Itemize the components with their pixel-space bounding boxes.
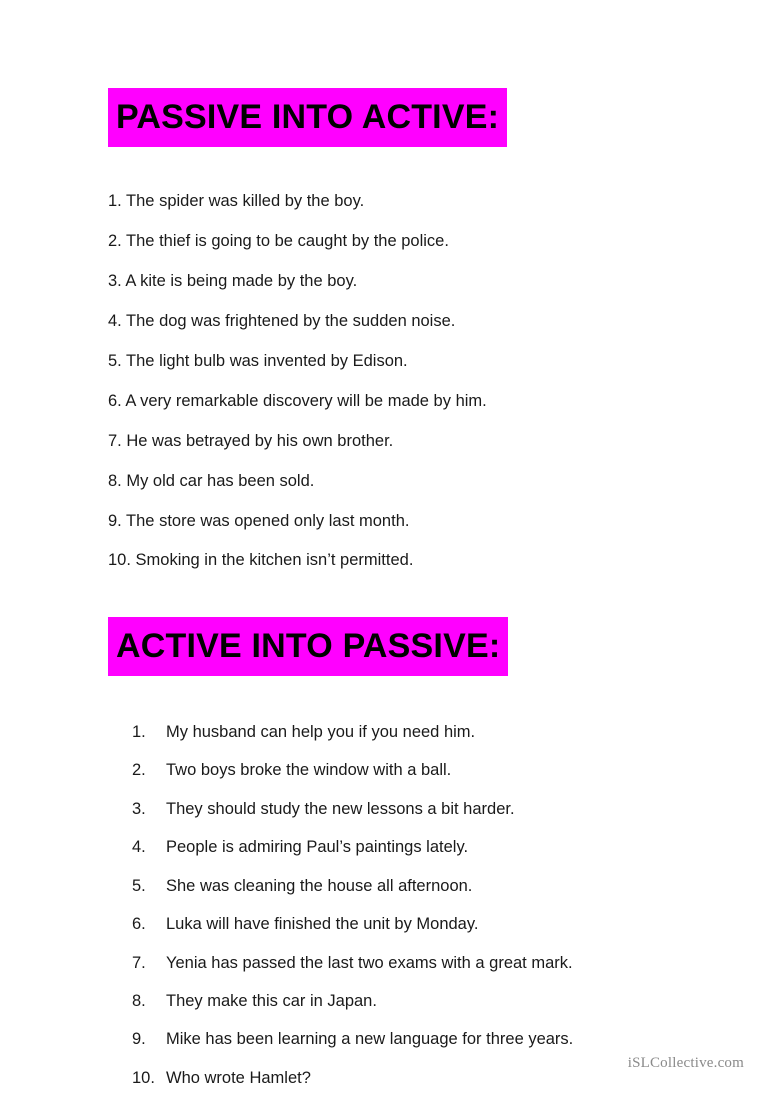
section-one-heading: PASSIVE INTO ACTIVE: — [108, 88, 507, 147]
list-item: 4. The dog was frightened by the sudden noise. — [108, 311, 456, 330]
worksheet-content — [108, 88, 678, 1106]
section-one-heading-wrap — [108, 88, 507, 147]
list-item — [132, 914, 678, 935]
list-item — [132, 991, 678, 1012]
list-item: 8. My old car has been sold. — [108, 471, 315, 490]
list-item-text: She was cleaning the house all afternoon. — [166, 876, 473, 895]
list-item — [132, 953, 678, 974]
list-item: 6. A very remarkable discovery will be made by him. — [108, 391, 487, 410]
section-two — [108, 617, 678, 1089]
section-two-heading: ACTIVE INTO PASSIVE: — [108, 617, 508, 676]
list-item-number: 7. — [132, 953, 146, 972]
list-item — [132, 837, 678, 858]
list-item-number: 2. — [132, 761, 146, 780]
list-item: 10. Smoking in the kitchen isn’t permitted. — [108, 551, 414, 570]
list-item-text: Who wrote Hamlet? — [166, 1068, 311, 1087]
list-item — [132, 1068, 678, 1089]
list-item: 5. The light bulb was invented by Edison. — [108, 351, 408, 370]
list-item-number: 4. — [132, 838, 146, 857]
list-item-text: People is admiring Paul’s paintings lately. — [166, 838, 469, 857]
section-one-list — [108, 191, 678, 572]
list-item-number: 10. — [132, 1068, 155, 1087]
section-two-heading-wrap — [108, 617, 508, 676]
list-item — [132, 876, 678, 897]
list-item-number: 8. — [132, 991, 146, 1010]
list-item: 9. The store was opened only last month. — [108, 511, 410, 530]
list-item-text: Luka will have finished the unit by Monday. — [166, 915, 479, 934]
list-item-text: Mike has been learning a new language for three years. — [166, 1030, 574, 1049]
list-item-text: My husband can help you if you need him. — [166, 722, 476, 741]
list-item — [132, 760, 678, 781]
list-item: 7. He was betrayed by his own brother. — [108, 431, 394, 450]
list-item: 3. A kite is being made by the boy. — [108, 271, 358, 290]
list-item: 2. The thief is going to be caught by the police. — [108, 231, 449, 250]
list-item-text: They should study the new lessons a bit harder. — [166, 799, 515, 818]
list-item-text: They make this car in Japan. — [166, 991, 377, 1010]
list-item-number: 5. — [132, 876, 146, 895]
list-item — [132, 1029, 678, 1050]
list-item-number: 3. — [132, 799, 146, 818]
list-item: 1. The spider was killed by the boy. — [108, 192, 365, 210]
list-item-text: Two boys broke the window with a ball. — [166, 761, 452, 780]
list-item — [132, 722, 678, 743]
watermark: iSLCollective.com — [627, 1055, 744, 1071]
list-item — [132, 799, 678, 820]
section-two-list — [132, 722, 678, 1089]
list-item-number: 9. — [132, 1030, 146, 1049]
list-item-number: 1. — [132, 722, 146, 741]
list-item-text: Yenia has passed the last two exams with a great mark. — [166, 953, 573, 972]
list-item-number: 6. — [132, 915, 146, 934]
